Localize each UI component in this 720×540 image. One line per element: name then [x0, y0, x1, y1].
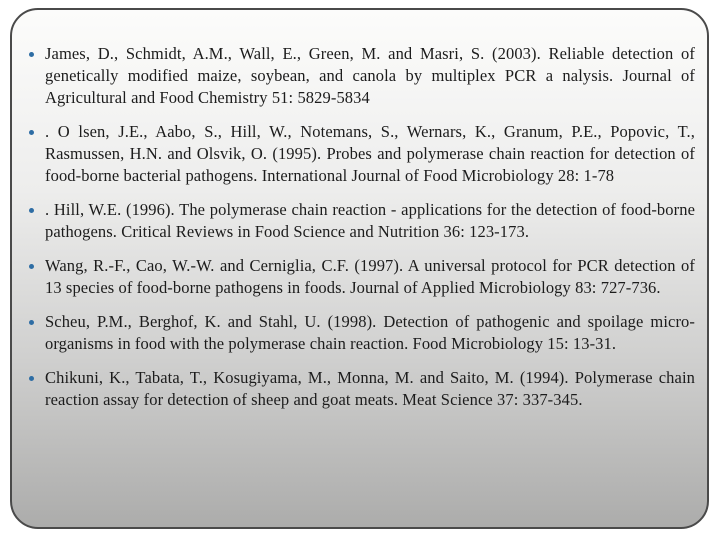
reference-item	[29, 311, 695, 355]
slide	[10, 8, 709, 529]
bullet-icon	[29, 320, 34, 325]
reference-item	[29, 43, 695, 109]
reference-text: Chikuni, K., Tabata, T., Kosugiyama, M., Monna, M. and Saito, M. (1994). Polymerase chain reaction assay for detection of sheep and goat meats. Meat Science 37: 337-345.	[45, 368, 695, 409]
reference-text: Scheu, P.M., Berghof, K. and Stahl, U. (1998). Detection of pathogenic and spoilage micro-organisms in food with the polymerase chain reaction. Food Microbiology 15: 13-31.	[45, 312, 695, 353]
reference-item	[29, 367, 695, 411]
reference-item	[29, 199, 695, 243]
bullet-icon	[29, 208, 34, 213]
bullet-icon	[29, 52, 34, 57]
reference-list	[12, 10, 707, 411]
reference-text: . O lsen, J.E., Aabo, S., Hill, W., Notemans, S., Wernars, K., Granum, P.E., Popovic, T., Rasmussen, H.N. and Olsvik, O. (1995). Probes and polymerase chain reaction for detection of food-borne bacterial pathogens. International Journal of Food Microbiology 28: 1-78	[45, 122, 695, 185]
bullet-icon	[29, 264, 34, 269]
bullet-icon	[29, 376, 34, 381]
bullet-icon	[29, 130, 34, 135]
reference-text: . Hill, W.E. (1996). The polymerase chain reaction - applications for the detection of food-borne pathogens. Critical Reviews in Food Science and Nutrition 36: 123-173.	[45, 200, 695, 241]
reference-text: Wang, R.-F., Cao, W.-W. and Cerniglia, C.F. (1997). A universal protocol for PCR detection of 13 species of food-borne pathogens in foods. Journal of Applied Microbiology 83: 727-736.	[45, 256, 695, 297]
reference-text: James, D., Schmidt, A.M., Wall, E., Green, M. and Masri, S. (2003). Reliable detection of genetically modified maize, soybean, and canola by multiplex PCR a nalysis. Journal of Agricultural and Food Chemistry 51: 5829-5834	[45, 44, 695, 107]
reference-item	[29, 121, 695, 187]
reference-item	[29, 255, 695, 299]
